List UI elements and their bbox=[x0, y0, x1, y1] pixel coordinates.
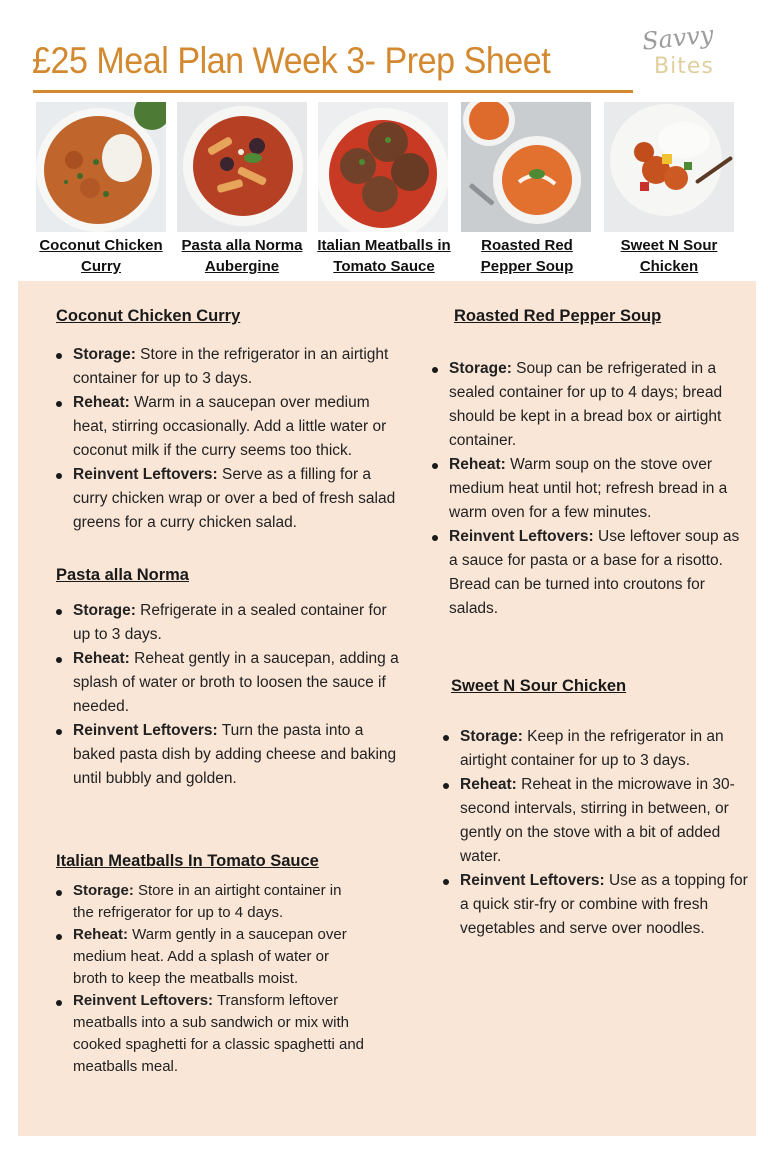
title-underline bbox=[33, 90, 633, 93]
savvy-bites-logo bbox=[634, 20, 734, 90]
norma-notes-list bbox=[56, 599, 406, 791]
item-label: Reinvent Leftovers: bbox=[73, 466, 218, 483]
item-text: Reheat in the microwave in 30-second intervals, stirring in between, or gently on the stove with a bit of added water. bbox=[460, 776, 735, 865]
soup-notes-list bbox=[432, 357, 752, 621]
list-item bbox=[56, 880, 366, 924]
item-text: Transform leftover meatballs into a sub sandwich or mix with cooked spaghetti for a classic spaghetti and meatballs meal. bbox=[73, 992, 365, 1075]
dish-caption-pasta: Pasta alla Norma Aubergine bbox=[181, 237, 303, 275]
item-text: Turn the pasta into a baked pasta dish by adding cheese and baking until bubbly and golden. bbox=[73, 722, 397, 787]
item-text: Refrigerate in a sealed container for up to 3 days. bbox=[73, 602, 387, 643]
item-text: Store in the refrigerator in an airtight container for up to 3 days. bbox=[73, 346, 389, 387]
list-item bbox=[432, 357, 752, 453]
list-item bbox=[56, 463, 406, 535]
item-label: Reheat: bbox=[460, 776, 517, 793]
list-item bbox=[56, 599, 406, 647]
sweet-n-sour-chicken-photo bbox=[604, 102, 734, 232]
item-label: Reheat: bbox=[73, 650, 130, 667]
item-label: Reinvent Leftovers: bbox=[73, 992, 214, 1009]
section-heading-sweet-sour: Sweet N Sour Chicken bbox=[451, 677, 627, 695]
item-text: Keep in the refrigerator in an airtight container for up to 3 days. bbox=[460, 728, 724, 769]
item-label: Storage: bbox=[73, 602, 136, 619]
list-item bbox=[56, 719, 406, 791]
dish-caption-soup: Roasted Red Pepper Soup bbox=[480, 237, 574, 275]
list-item bbox=[56, 990, 366, 1078]
item-text: Use as a topping for a quick stir-fry or combine with fresh vegetables and serve over noodles. bbox=[460, 872, 748, 937]
item-text: Serve as a filling for a curry chicken wrap or over a bed of fresh salad greens for a curry chicken salad. bbox=[73, 466, 396, 531]
item-text: Use leftover soup as a sauce for pasta or a base for a risotto. Bread can be turned into croutons for salads. bbox=[449, 528, 740, 617]
item-label: Reheat: bbox=[73, 926, 129, 943]
item-text: Store in an airtight container in the refrigerator for up to 4 days. bbox=[73, 882, 342, 921]
item-text: Reheat gently in a saucepan, adding a splash of water or broth to loosen the sauce if needed. bbox=[73, 650, 399, 715]
italian-meatballs-photo bbox=[318, 102, 448, 232]
list-item bbox=[432, 525, 752, 621]
item-text: Soup can be refrigerated in a sealed container for up to 4 days; bread should be kept in a bread box or airtight container. bbox=[449, 360, 723, 449]
dish-caption-sweet-sour: Sweet N Sour Chicken bbox=[620, 237, 718, 275]
item-label: Storage: bbox=[73, 882, 134, 899]
dish-caption-curry: Coconut Chicken Curry bbox=[39, 237, 163, 275]
item-label: Reheat: bbox=[73, 394, 130, 411]
list-item bbox=[432, 453, 752, 525]
dish-caption-meatballs: Italian Meatballs in Tomato Sauce bbox=[317, 237, 451, 275]
page-title: £25 Meal Plan Week 3- Prep Sheet bbox=[32, 40, 551, 81]
item-label: Reinvent Leftovers: bbox=[460, 872, 605, 889]
list-item bbox=[56, 343, 406, 391]
section-heading-meatballs: Italian Meatballs In Tomato Sauce bbox=[56, 852, 319, 870]
item-label: Storage: bbox=[449, 360, 512, 377]
list-item bbox=[56, 391, 406, 463]
item-label: Storage: bbox=[73, 346, 136, 363]
pasta-alla-norma-photo bbox=[177, 102, 307, 232]
meatballs-notes-list bbox=[56, 880, 366, 1078]
list-item bbox=[443, 869, 753, 941]
item-text: Warm gently in a saucepan over medium heat. Add a splash of water or broth to keep the meatballs moist. bbox=[73, 926, 347, 987]
list-item bbox=[443, 725, 753, 773]
sweet-sour-notes-list bbox=[443, 725, 753, 941]
item-text: Warm soup on the stove over medium heat until hot; refresh bread in a warm oven for a few minutes. bbox=[449, 456, 728, 521]
coconut-chicken-curry-photo bbox=[36, 102, 166, 232]
curry-notes-list bbox=[56, 343, 406, 535]
section-heading-curry: Coconut Chicken Curry bbox=[56, 307, 241, 325]
section-heading-norma: Pasta alla Norma bbox=[56, 566, 189, 584]
list-item bbox=[56, 924, 366, 990]
list-item bbox=[443, 773, 753, 869]
logo-wordmark-text: Bites bbox=[654, 54, 714, 79]
list-item bbox=[56, 647, 406, 719]
roasted-red-pepper-soup-photo bbox=[461, 102, 591, 232]
item-label: Reheat: bbox=[449, 456, 506, 473]
logo-script-text: Savvy bbox=[640, 20, 715, 56]
item-label: Storage: bbox=[460, 728, 523, 745]
item-label: Reinvent Leftovers: bbox=[449, 528, 594, 545]
item-text: Warm in a saucepan over medium heat, stirring occasionally. Add a little water or coconut milk if the curry seems too thick. bbox=[73, 394, 387, 459]
item-label: Reinvent Leftovers: bbox=[73, 722, 218, 739]
section-heading-soup: Roasted Red Pepper Soup bbox=[454, 307, 662, 325]
